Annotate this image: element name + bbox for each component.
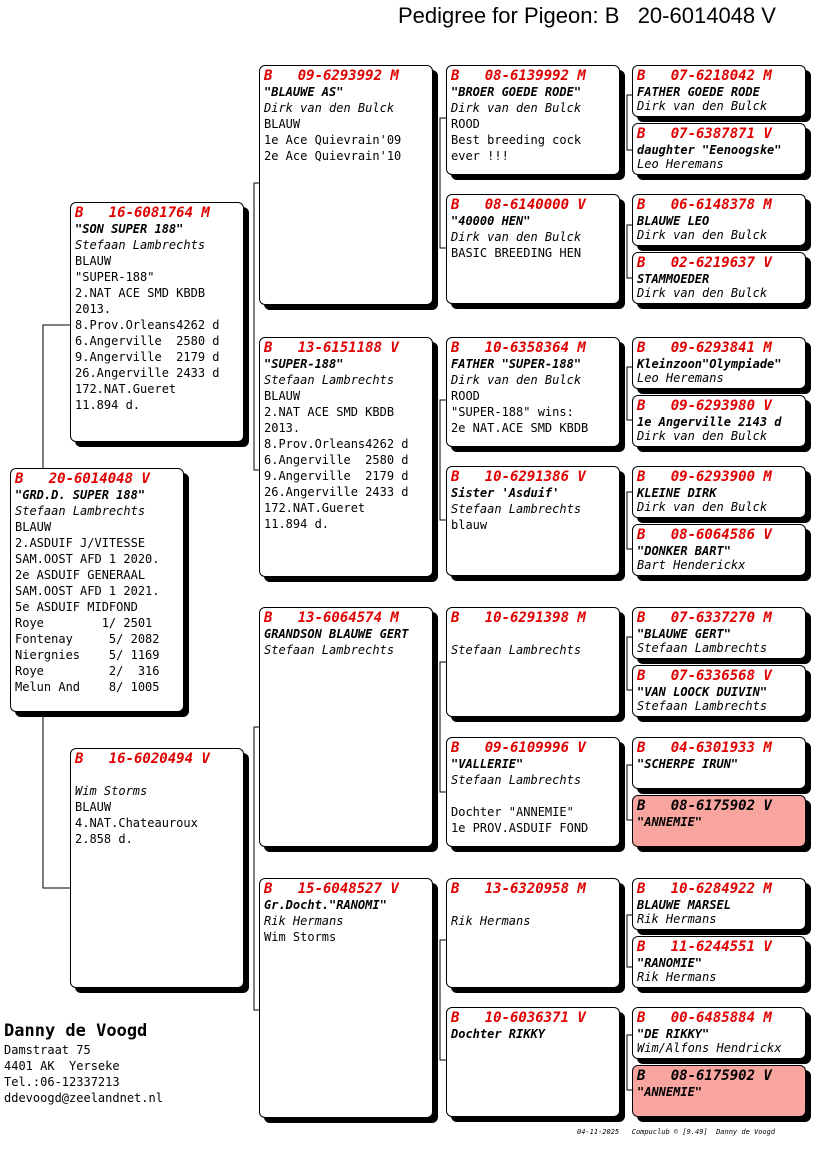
info-line xyxy=(451,788,615,804)
info-line: 6.Angerville 2580 d xyxy=(264,453,409,467)
pigeon-name: GRANDSON BLAUWE GERT xyxy=(264,627,409,641)
info-line: 2.NAT ACE SMD KBDB xyxy=(264,405,395,419)
pigeon-card-g16[interactable] xyxy=(632,1065,806,1117)
info-line: BLAUW xyxy=(264,389,301,403)
owner-phone: Tel.:06-12337213 xyxy=(4,1075,120,1089)
pigeon-card-dam-dam[interactable] xyxy=(259,878,433,1118)
breeder: Stefaan Lambrechts xyxy=(451,502,582,516)
info-line: BASIC BREEDING HEN xyxy=(451,246,582,260)
info-line: Wim Storms xyxy=(264,930,337,944)
pigeon-name: 1e Angerville 2143 d xyxy=(637,415,782,429)
info-line: 2e NAT.ACE SMD KBDB xyxy=(451,421,589,435)
breeder: Dirk van den Bulck xyxy=(637,429,768,443)
ring-number: B 04-6301933 M xyxy=(637,740,772,756)
pigeon-name: "DONKER BART" xyxy=(637,544,731,558)
breeder: Stefaan Lambrechts xyxy=(75,238,206,252)
info-line: 26.Angerville 2433 d xyxy=(75,366,220,380)
ring-number: B 13-6320958 M xyxy=(451,881,586,897)
pigeon-name: BLAUWE LEO xyxy=(637,214,710,228)
breeder: Leo Heremans xyxy=(637,371,724,385)
pigeon-name: Kleinzoon"Olympiade" xyxy=(637,357,782,371)
info-line: 2.ASDUIF J/VITESSE xyxy=(15,536,146,550)
owner-email: ddevoogd@zeelandnet.nl xyxy=(4,1091,163,1105)
breeder: Rik Hermans xyxy=(451,914,531,928)
pigeon-card-dam-sire[interactable] xyxy=(259,607,433,847)
breeder: Dirk van den Bulck xyxy=(637,99,768,113)
breeder: Dirk van den Bulck xyxy=(264,101,395,115)
pigeon-card-sds[interactable] xyxy=(446,337,620,447)
pigeon-card-sire[interactable] xyxy=(70,202,244,442)
info-line: 11.894 d. xyxy=(264,517,330,531)
ring-number: B 08-6175902 V xyxy=(637,1068,772,1084)
info-line: Melun And 8/ 1005 xyxy=(15,680,160,694)
ring-number: B 07-6218042 M xyxy=(637,68,772,84)
ring-number: B 07-6387871 V xyxy=(637,126,772,142)
pigeon-card-sdd[interactable] xyxy=(446,466,620,576)
ring-number: B 02-6219637 V xyxy=(637,255,772,271)
ring-number: B 16-6020494 V xyxy=(75,751,210,767)
info-line: 2e Ace Quievrain'10 xyxy=(264,149,402,163)
info-line: BLAUW xyxy=(15,520,52,534)
ring-number: B 08-6140000 V xyxy=(451,197,586,213)
pigeon-name: BLAUWE MARSEL xyxy=(637,898,731,912)
ring-number: B 08-6175902 V xyxy=(637,798,772,814)
pigeon-name: FATHER GOEDE RODE xyxy=(637,85,760,99)
ring-number: B 08-6064586 V xyxy=(637,527,772,543)
pigeon-name: "GRD.D. SUPER 188" xyxy=(15,488,146,502)
info-line: 26.Angerville 2433 d xyxy=(264,485,409,499)
pigeon-card-g6[interactable] xyxy=(632,395,806,447)
pigeon-card-g9[interactable] xyxy=(632,607,806,659)
pigeon-card-g8[interactable] xyxy=(632,524,806,576)
pigeon-name: Dochter RIKKY xyxy=(451,1027,545,1041)
breeder: Stefaan Lambrechts xyxy=(264,373,395,387)
pigeon-card-g15[interactable] xyxy=(632,1007,806,1059)
info-line: SAM.OOST AFD 1 2020. xyxy=(15,552,160,566)
ring-number: B 16-6081764 M xyxy=(75,205,210,221)
info-line: SAM.OOST AFD 1 2021. xyxy=(15,584,160,598)
info-line: 1e PROV.ASDUIF FOND xyxy=(451,821,589,835)
info-line: blauw xyxy=(451,518,488,532)
info-line: ever !!! xyxy=(451,149,509,163)
pigeon-card-g4[interactable] xyxy=(632,252,806,304)
breeder: Dirk van den Bulck xyxy=(637,286,768,300)
pigeon-name: "SCHERPE IRUN" xyxy=(637,757,739,771)
info-line: 5e ASDUIF MIDFOND xyxy=(15,600,138,614)
info-line: 8.Prov.Orleans4262 d xyxy=(75,318,220,332)
breeder: Rik Hermans xyxy=(264,914,344,928)
info-line: 6.Angerville 2580 d xyxy=(75,334,220,348)
pigeon-card-g7[interactable] xyxy=(632,466,806,518)
owner-street: Damstraat 75 xyxy=(4,1043,91,1057)
breeder: Wim/Alfons Hendrickx xyxy=(637,1041,782,1055)
pigeon-name: KLEINE DIRK xyxy=(637,486,717,500)
pigeon-name xyxy=(75,768,239,783)
info-line: Best breeding cock xyxy=(451,133,582,147)
pigeon-name: Gr.Docht."RANOMI" xyxy=(264,898,387,912)
breeder: Dirk van den Bulck xyxy=(637,500,768,514)
ring-number: B 10-6036371 V xyxy=(451,1010,586,1026)
breeder: Stefaan Lambrechts xyxy=(264,643,395,657)
breeder: Dirk van den Bulck xyxy=(637,228,768,242)
pigeon-card-g13[interactable] xyxy=(632,878,806,930)
footer-credits: 04-11-2025 Compuclub © [9.49] Danny de Voogd xyxy=(577,1128,776,1136)
breeder: Bart Henderickx xyxy=(637,558,746,572)
breeder: Wim Storms xyxy=(75,784,148,798)
ring-number: B 09-6109996 V xyxy=(451,740,586,756)
ring-number: B 15-6048527 V xyxy=(264,881,399,897)
ring-number: B 09-6293992 M xyxy=(264,68,399,84)
pigeon-name: "VALLERIE" xyxy=(451,757,524,771)
pigeon-name: "BLAUWE AS" xyxy=(264,85,344,99)
page-title: Pedigree for Pigeon: B 20-6014048 V xyxy=(398,3,776,28)
pigeon-name: Sister 'Asduif' xyxy=(451,486,560,500)
pigeon-name xyxy=(451,898,615,913)
breeder: Stefaan Lambrechts xyxy=(15,504,146,518)
pigeon-name: "SUPER-188" xyxy=(264,357,344,371)
owner-address-block xyxy=(4,1020,163,1106)
ring-number: B 09-6293980 V xyxy=(637,398,772,414)
ring-number: B 10-6284922 M xyxy=(637,881,772,897)
info-line: Roye 1/ 2501 xyxy=(15,616,153,630)
pigeon-card-dds[interactable] xyxy=(446,878,620,988)
info-line: 2e ASDUIF GENERAAL xyxy=(15,568,146,582)
info-line: 4.NAT.Chateauroux xyxy=(75,816,198,830)
info-line: 2013. xyxy=(264,421,301,435)
owner-city: 4401 AK Yerseke xyxy=(4,1059,120,1073)
pigeon-card-sss[interactable] xyxy=(446,65,620,175)
pigeon-name: daughter "Eenoogske" xyxy=(637,143,782,157)
ring-number: B 08-6139992 M xyxy=(451,68,586,84)
pigeon-name xyxy=(451,627,615,642)
pigeon-name: "BLAUWE GERT" xyxy=(637,627,731,641)
ring-number: B 13-6064574 M xyxy=(264,610,399,626)
info-line: BLAUW xyxy=(264,117,301,131)
pigeon-name: "DE RIKKY" xyxy=(637,1027,710,1041)
pigeon-name: "BROER GOEDE RODE" xyxy=(451,85,582,99)
ring-number: B 09-6293841 M xyxy=(637,340,772,356)
info-line: 9.Angerville 2179 d xyxy=(264,469,409,483)
pigeon-card-g2[interactable] xyxy=(632,123,806,175)
breeder: Rik Hermans xyxy=(637,912,717,926)
breeder: Dirk van den Bulck xyxy=(451,230,582,244)
pigeon-card-sire-sire[interactable] xyxy=(259,65,433,305)
pigeon-card-subject[interactable] xyxy=(10,468,184,712)
pigeon-card-g3[interactable] xyxy=(632,194,806,246)
info-line: BLAUW xyxy=(75,254,112,268)
ring-number: B 09-6293900 M xyxy=(637,469,772,485)
info-line: "SUPER-188" xyxy=(75,270,155,284)
pigeon-name: "RANOMIE" xyxy=(637,956,703,970)
ring-number: B 07-6337270 M xyxy=(637,610,772,626)
info-line: Dochter "ANNEMIE" xyxy=(451,805,574,819)
info-line: Roye 2/ 316 xyxy=(15,664,160,678)
info-line: ROOD xyxy=(451,117,480,131)
breeder: Stefaan Lambrechts xyxy=(451,773,582,787)
breeder: Stefaan Lambrechts xyxy=(451,643,582,657)
info-line: 11.894 d. xyxy=(75,398,141,412)
pigeon-name: "ANNEMIE" xyxy=(637,1085,703,1099)
breeder: Dirk van den Bulck xyxy=(451,101,582,115)
ring-number: B 13-6151188 V xyxy=(264,340,399,356)
info-line: Niergnies 5/ 1169 xyxy=(15,648,160,662)
breeder: Stefaan Lambrechts xyxy=(637,699,768,713)
info-line: 9.Angerville 2179 d xyxy=(75,350,220,364)
breeder: Rik Hermans xyxy=(637,970,717,984)
pigeon-card-dam[interactable] xyxy=(70,748,244,988)
ring-number: B 10-6291398 M xyxy=(451,610,586,626)
pigeon-name: STAMMOEDER xyxy=(637,272,710,286)
pigeon-name: "ANNEMIE" xyxy=(637,815,703,829)
info-line: 2013. xyxy=(75,302,112,316)
info-line: 8.Prov.Orleans4262 d xyxy=(264,437,409,451)
pigeon-card-g11[interactable] xyxy=(632,737,806,789)
ring-number: B 10-6291386 V xyxy=(451,469,586,485)
breeder: Stefaan Lambrechts xyxy=(637,641,768,655)
info-line: 2.NAT ACE SMD KBDB xyxy=(75,286,206,300)
pigeon-card-dss[interactable] xyxy=(446,607,620,717)
ring-number: B 00-6485884 M xyxy=(637,1010,772,1026)
pigeon-card-ddd[interactable] xyxy=(446,1007,620,1117)
ring-number: B 07-6336568 V xyxy=(637,668,772,684)
ring-number: B 11-6244551 V xyxy=(637,939,772,955)
info-line: Fontenay 5/ 2082 xyxy=(15,632,160,646)
pigeon-name: FATHER "SUPER-188" xyxy=(451,357,582,371)
owner-name: Danny de Voogd xyxy=(4,1021,148,1041)
pigeon-name: "SON SUPER 188" xyxy=(75,222,184,236)
breeder: Leo Heremans xyxy=(637,157,724,171)
pigeon-card-ssd[interactable] xyxy=(446,194,620,304)
info-line: "SUPER-188" wins: xyxy=(451,405,574,419)
info-line: 172.NAT.Gueret xyxy=(75,382,177,396)
info-line: 172.NAT.Gueret xyxy=(264,501,366,515)
pigeon-card-g1[interactable] xyxy=(632,65,806,117)
pigeon-card-g14[interactable] xyxy=(632,936,806,988)
pigeon-card-g5[interactable] xyxy=(632,337,806,389)
pigeon-card-g10[interactable] xyxy=(632,665,806,717)
pigeon-card-dsd[interactable] xyxy=(446,737,620,847)
info-line: ROOD xyxy=(451,389,480,403)
info-line: 1e Ace Quievrain'09 xyxy=(264,133,402,147)
ring-number: B 20-6014048 V xyxy=(15,471,150,487)
pigeon-name: "40000 HEN" xyxy=(451,214,531,228)
pigeon-name: "VAN LOOCK DUIVIN" xyxy=(637,685,768,699)
ring-number: B 10-6358364 M xyxy=(451,340,586,356)
pigeon-card-sire-dam[interactable] xyxy=(259,337,433,577)
ring-number: B 06-6148378 M xyxy=(637,197,772,213)
info-line: BLAUW xyxy=(75,800,112,814)
info-line: 2.858 d. xyxy=(75,832,133,846)
pigeon-card-g12[interactable] xyxy=(632,795,806,847)
breeder: Dirk van den Bulck xyxy=(451,373,582,387)
